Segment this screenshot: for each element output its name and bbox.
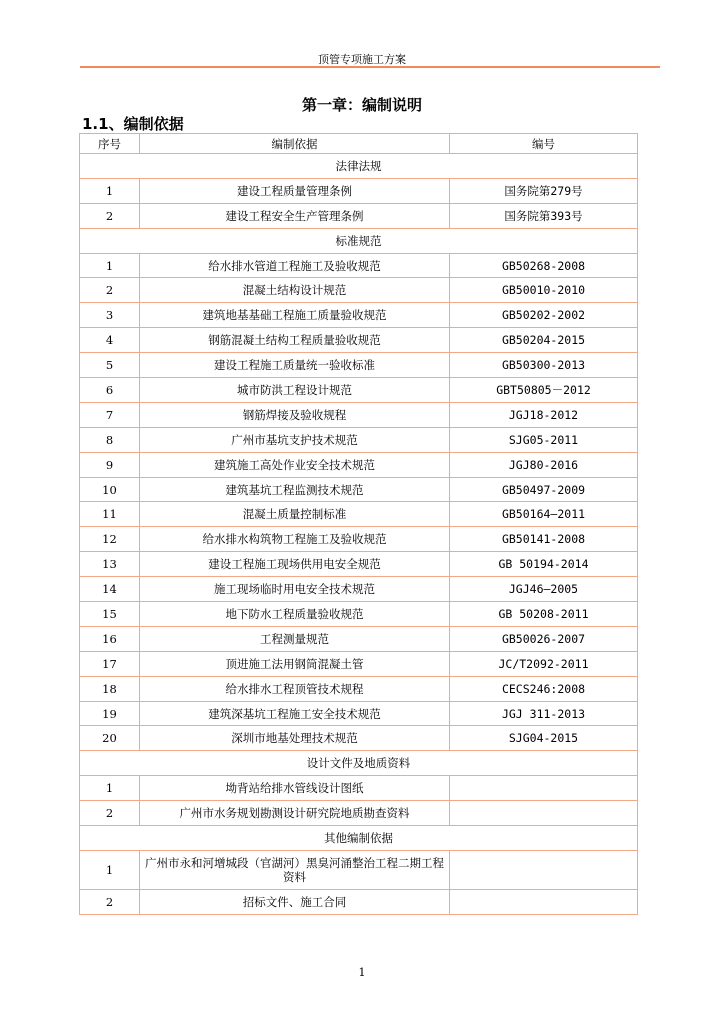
table-row: [80, 602, 638, 627]
row-number-cell: 10: [80, 477, 140, 502]
table-body: [80, 154, 638, 915]
basis-name-cell: 建筑基坑工程监测技术规范: [140, 477, 450, 502]
basis-name-cell: 混凝土结构设计规范: [140, 278, 450, 303]
table-row: [80, 203, 638, 228]
code-cell: CECS246:2008: [450, 676, 638, 701]
table-row: [80, 378, 638, 403]
row-number-cell: 2: [80, 203, 140, 228]
code-cell: [450, 801, 638, 826]
code-cell: GB 50194-2014: [450, 552, 638, 577]
table-row: [80, 850, 638, 889]
section-title: 1.1、编制依据: [82, 115, 184, 133]
basis-name-cell: 广州市永和河增城段（官湖河）黑臭河涌整治工程二期工程资料: [140, 850, 450, 889]
table-row: [80, 303, 638, 328]
group-title: 标准规范: [80, 228, 638, 253]
code-cell: GB50268-2008: [450, 253, 638, 278]
basis-name-cell: 建设工程施工质量统一验收标准: [140, 353, 450, 378]
table-row: [80, 889, 638, 914]
group-title: 设计文件及地质资料: [80, 751, 638, 776]
code-cell: 国务院第279号: [450, 178, 638, 203]
row-number-cell: 17: [80, 651, 140, 676]
basis-name-cell: 给水排水管道工程施工及验收规范: [140, 253, 450, 278]
row-number-cell: 5: [80, 353, 140, 378]
page-number: 1: [358, 966, 366, 979]
basis-name-cell: 给水排水构筑物工程施工及验收规范: [140, 527, 450, 552]
table-row: [80, 452, 638, 477]
basis-name-cell: 招标文件、施工合同: [140, 889, 450, 914]
table-row: [80, 402, 638, 427]
table-row: [80, 477, 638, 502]
table-row: [80, 328, 638, 353]
table-row: [80, 353, 638, 378]
page-header: 顶管专项施工方案: [318, 53, 406, 66]
basis-table: [79, 133, 638, 915]
code-cell: [450, 776, 638, 801]
code-cell: [450, 850, 638, 889]
table-row: [80, 726, 638, 751]
group-title: 法律法规: [80, 154, 638, 179]
column-header-basis: 编制依据: [140, 134, 450, 154]
row-number-cell: 6: [80, 378, 140, 403]
group-header-row: [80, 154, 638, 179]
basis-name-cell: 建设工程质量管理条例: [140, 178, 450, 203]
row-number-cell: 7: [80, 402, 140, 427]
code-cell: GB50202-2002: [450, 303, 638, 328]
table-row: [80, 801, 638, 826]
code-cell: JC/T2092-2011: [450, 651, 638, 676]
basis-name-cell: 建筑施工高处作业安全技术规范: [140, 452, 450, 477]
row-number-cell: 18: [80, 676, 140, 701]
table-row: [80, 178, 638, 203]
basis-name-cell: 广州市水务规划勘测设计研究院地质勘查资料: [140, 801, 450, 826]
basis-name-cell: 地下防水工程质量验收规范: [140, 602, 450, 627]
chapter-title: 第一章：编制说明: [301, 96, 422, 114]
column-header-no: 序号: [80, 134, 140, 154]
code-cell: GB50010-2010: [450, 278, 638, 303]
basis-name-cell: 建设工程安全生产管理条例: [140, 203, 450, 228]
basis-name-cell: 钢筋焊接及验收规程: [140, 402, 450, 427]
row-number-cell: 14: [80, 577, 140, 602]
code-cell: 国务院第393号: [450, 203, 638, 228]
table-row: [80, 626, 638, 651]
table-row: [80, 502, 638, 527]
basis-name-cell: 给水排水工程顶管技术规程: [140, 676, 450, 701]
row-number-cell: 1: [80, 776, 140, 801]
row-number-cell: 1: [80, 178, 140, 203]
group-title: 其他编制依据: [80, 826, 638, 851]
code-cell: GBT50805－2012: [450, 378, 638, 403]
table-row: [80, 278, 638, 303]
basis-name-cell: 钢筋混凝土结构工程质量验收规范: [140, 328, 450, 353]
code-cell: JGJ80-2016: [450, 452, 638, 477]
row-number-cell: 13: [80, 552, 140, 577]
basis-name-cell: 施工现场临时用电安全技术规范: [140, 577, 450, 602]
row-number-cell: 15: [80, 602, 140, 627]
code-cell: GB50497-2009: [450, 477, 638, 502]
table-row: [80, 253, 638, 278]
row-number-cell: 11: [80, 502, 140, 527]
group-header-row: [80, 751, 638, 776]
code-cell: [450, 889, 638, 914]
group-header-row: [80, 826, 638, 851]
basis-name-cell: 城市防洪工程设计规范: [140, 378, 450, 403]
code-cell: SJG05-2011: [450, 427, 638, 452]
row-number-cell: 4: [80, 328, 140, 353]
row-number-cell: 19: [80, 701, 140, 726]
basis-name-cell: 广州市基坑支护技术规范: [140, 427, 450, 452]
basis-name-cell: 深圳市地基处理技术规范: [140, 726, 450, 751]
code-cell: GB 50208-2011: [450, 602, 638, 627]
code-cell: GB50141-2008: [450, 527, 638, 552]
basis-name-cell: 混凝土质量控制标准: [140, 502, 450, 527]
table-row: [80, 776, 638, 801]
basis-name-cell: 工程测量规范: [140, 626, 450, 651]
row-number-cell: 2: [80, 801, 140, 826]
basis-name-cell: 建筑地基基础工程施工质量验收规范: [140, 303, 450, 328]
code-cell: JGJ 311-2013: [450, 701, 638, 726]
row-number-cell: 1: [80, 253, 140, 278]
row-number-cell: 16: [80, 626, 140, 651]
row-number-cell: 1: [80, 850, 140, 889]
basis-name-cell: 建筑深基坑工程施工安全技术规范: [140, 701, 450, 726]
row-number-cell: 12: [80, 527, 140, 552]
table-header-row: [80, 134, 638, 154]
table-row: [80, 577, 638, 602]
code-cell: GB50164—2011: [450, 502, 638, 527]
code-cell: JGJ46—2005: [450, 577, 638, 602]
code-cell: GB50300-2013: [450, 353, 638, 378]
code-cell: SJG04-2015: [450, 726, 638, 751]
column-header-code: 编号: [450, 134, 638, 154]
table-row: [80, 427, 638, 452]
row-number-cell: 2: [80, 889, 140, 914]
group-header-row: [80, 228, 638, 253]
row-number-cell: 9: [80, 452, 140, 477]
row-number-cell: 8: [80, 427, 140, 452]
basis-name-cell: 坳背站给排水管线设计图纸: [140, 776, 450, 801]
table-row: [80, 676, 638, 701]
row-number-cell: 2: [80, 278, 140, 303]
header-divider: [80, 66, 660, 68]
code-cell: GB50204-2015: [450, 328, 638, 353]
row-number-cell: 20: [80, 726, 140, 751]
table-row: [80, 527, 638, 552]
row-number-cell: 3: [80, 303, 140, 328]
table-row: [80, 552, 638, 577]
basis-name-cell: 顶进施工法用钢筒混凝土管: [140, 651, 450, 676]
basis-name-cell: 建设工程施工现场供用电安全规范: [140, 552, 450, 577]
table-row: [80, 701, 638, 726]
code-cell: JGJ18-2012: [450, 402, 638, 427]
table-row: [80, 651, 638, 676]
code-cell: GB50026-2007: [450, 626, 638, 651]
